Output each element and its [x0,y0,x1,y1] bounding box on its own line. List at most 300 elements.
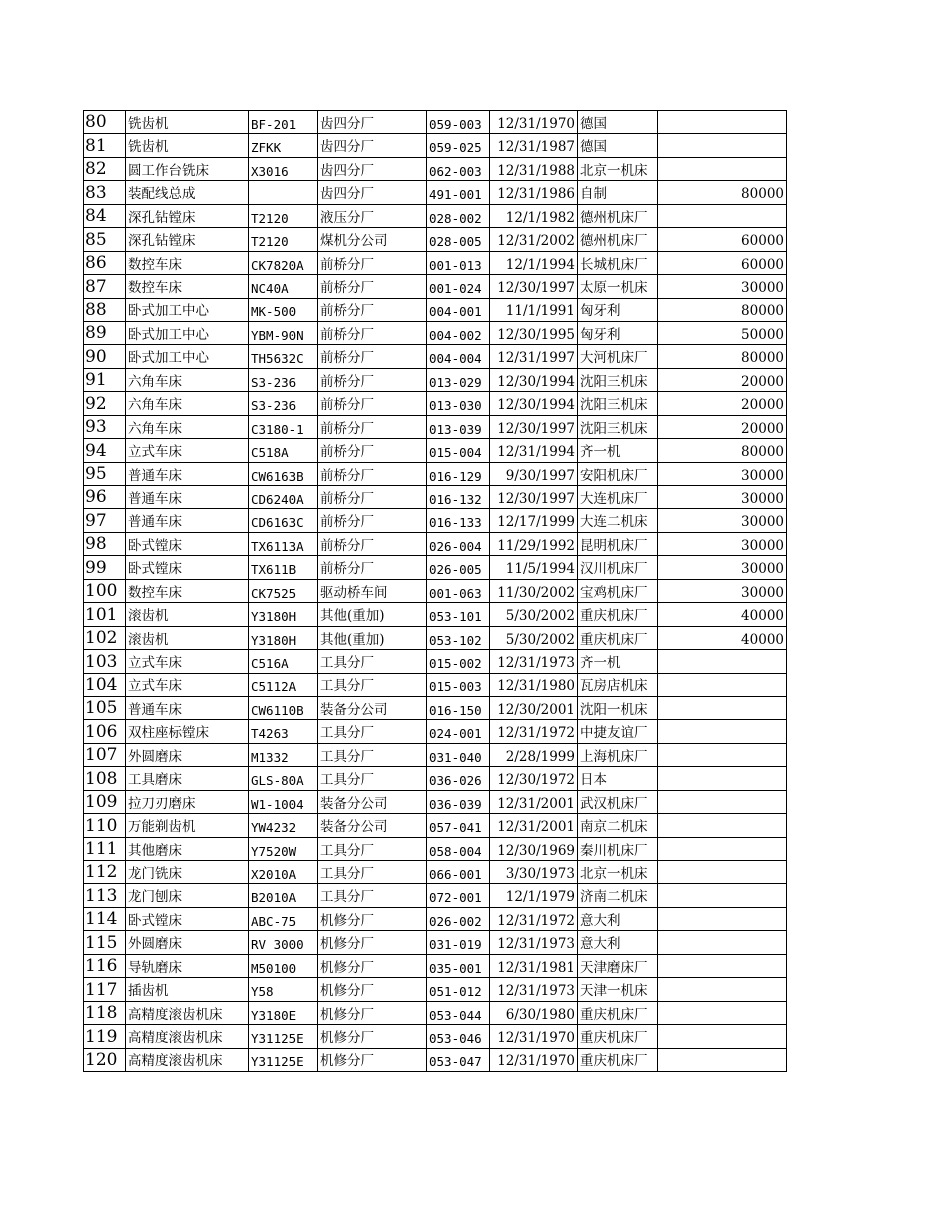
value-cell [658,861,787,884]
department-cell: 工具分厂 [318,720,427,743]
department-cell: 工具分厂 [318,743,427,766]
row-number-cell: 115 [84,931,126,954]
date-cell: 11/5/1994 [490,556,578,579]
value-cell: 30000 [658,579,787,602]
row-number-cell: 81 [84,134,126,157]
table-row [84,181,787,204]
asset-code-cell: 016-132 [427,486,490,509]
model-number-cell: GLS-80A [249,767,318,790]
date-cell: 3/30/1973 [490,861,578,884]
equipment-name-cell: 立式车床 [126,673,249,696]
table-row [84,837,787,860]
date-cell: 12/31/1973 [490,650,578,673]
table-row [84,251,787,274]
table-row [84,509,787,532]
model-number-cell: T2120 [249,204,318,227]
equipment-name-cell: 立式车床 [126,439,249,462]
row-number-cell: 98 [84,532,126,555]
table-row [84,1048,787,1071]
department-cell: 前桥分厂 [318,345,427,368]
asset-code-cell: 031-019 [427,931,490,954]
table-row [84,111,787,134]
table-row [84,415,787,438]
department-cell: 机修分厂 [318,907,427,930]
model-number-cell: MK-500 [249,298,318,321]
row-number-cell: 108 [84,767,126,790]
date-cell: 12/1/1982 [490,204,578,227]
department-cell: 齿四分厂 [318,111,427,134]
date-cell: 12/31/1972 [490,720,578,743]
table-row [84,204,787,227]
asset-code-cell: 026-002 [427,907,490,930]
date-cell: 12/31/1970 [490,1048,578,1071]
model-number-cell: RV 3000 [249,931,318,954]
value-cell: 60000 [658,251,787,274]
row-number-cell: 102 [84,626,126,649]
equipment-name-cell: 卧式镗床 [126,532,249,555]
department-cell: 装备分公司 [318,790,427,813]
asset-code-cell: 053-047 [427,1048,490,1071]
manufacturer-cell: 北京一机床 [578,157,658,180]
manufacturer-cell: 德国 [578,111,658,134]
table-row [84,720,787,743]
asset-code-cell: 015-002 [427,650,490,673]
value-cell [658,157,787,180]
manufacturer-cell: 重庆机床厂 [578,1048,658,1071]
model-number-cell: CW6163B [249,462,318,485]
row-number-cell: 93 [84,415,126,438]
equipment-name-cell: 六角车床 [126,415,249,438]
asset-code-cell: 026-004 [427,532,490,555]
department-cell: 机修分厂 [318,931,427,954]
asset-code-cell: 036-026 [427,767,490,790]
department-cell: 工具分厂 [318,861,427,884]
asset-code-cell: 016-129 [427,462,490,485]
manufacturer-cell: 日本 [578,767,658,790]
row-number-cell: 94 [84,439,126,462]
date-cell: 12/31/2001 [490,814,578,837]
model-number-cell: ZFKK [249,134,318,157]
date-cell: 11/1/1991 [490,298,578,321]
equipment-name-cell: 铣齿机 [126,111,249,134]
row-number-cell: 101 [84,603,126,626]
equipment-name-cell: 龙门铣床 [126,861,249,884]
department-cell: 前桥分厂 [318,556,427,579]
table-row [84,884,787,907]
asset-code-cell: 491-001 [427,181,490,204]
table-row [84,275,787,298]
model-number-cell: YBM-90N [249,321,318,344]
date-cell: 12/1/1979 [490,884,578,907]
value-cell [658,884,787,907]
row-number-cell: 109 [84,790,126,813]
model-number-cell: S3-236 [249,392,318,415]
value-cell: 80000 [658,345,787,368]
value-cell [658,696,787,719]
manufacturer-cell: 长城机床厂 [578,251,658,274]
asset-code-cell: 057-041 [427,814,490,837]
date-cell: 12/30/1995 [490,321,578,344]
date-cell: 12/30/1997 [490,415,578,438]
row-number-cell: 120 [84,1048,126,1071]
table-row [84,861,787,884]
equipment-name-cell: 高精度滚齿机床 [126,1048,249,1071]
department-cell: 前桥分厂 [318,392,427,415]
table-row [84,907,787,930]
manufacturer-cell: 汉川机床厂 [578,556,658,579]
row-number-cell: 103 [84,650,126,673]
model-number-cell: C518A [249,439,318,462]
row-number-cell: 111 [84,837,126,860]
value-cell: 30000 [658,486,787,509]
date-cell: 12/31/2002 [490,228,578,251]
date-cell: 12/30/1997 [490,275,578,298]
table-row [84,603,787,626]
date-cell: 12/1/1994 [490,251,578,274]
manufacturer-cell: 匈牙利 [578,321,658,344]
asset-code-cell: 013-030 [427,392,490,415]
table-row [84,931,787,954]
department-cell: 齿四分厂 [318,134,427,157]
value-cell: 20000 [658,415,787,438]
table-row [84,298,787,321]
manufacturer-cell: 北京一机床 [578,861,658,884]
date-cell: 12/30/1969 [490,837,578,860]
model-number-cell: CW6110B [249,696,318,719]
manufacturer-cell: 德州机床厂 [578,204,658,227]
department-cell: 工具分厂 [318,767,427,790]
asset-code-cell: 059-003 [427,111,490,134]
equipment-name-cell: 卧式加工中心 [126,321,249,344]
asset-code-cell: 035-001 [427,954,490,977]
date-cell: 12/31/1987 [490,134,578,157]
equipment-name-cell: 深孔钻镗床 [126,228,249,251]
value-cell: 30000 [658,275,787,298]
table-row [84,579,787,602]
value-cell: 40000 [658,603,787,626]
model-number-cell: X3016 [249,157,318,180]
model-number-cell: CD6240A [249,486,318,509]
row-number-cell: 104 [84,673,126,696]
date-cell: 5/30/2002 [490,603,578,626]
manufacturer-cell: 重庆机床厂 [578,626,658,649]
value-cell: 80000 [658,181,787,204]
model-number-cell [249,181,318,204]
manufacturer-cell: 齐一机 [578,439,658,462]
model-number-cell: YW4232 [249,814,318,837]
row-number-cell: 107 [84,743,126,766]
asset-code-cell: 013-039 [427,415,490,438]
equipment-name-cell: 万能剃齿机 [126,814,249,837]
row-number-cell: 91 [84,368,126,391]
row-number-cell: 82 [84,157,126,180]
model-number-cell: W1-1004 [249,790,318,813]
row-number-cell: 110 [84,814,126,837]
department-cell: 机修分厂 [318,1025,427,1048]
manufacturer-cell: 济南二机床 [578,884,658,907]
table-row [84,1001,787,1024]
row-number-cell: 97 [84,509,126,532]
row-number-cell: 88 [84,298,126,321]
equipment-name-cell: 龙门刨床 [126,884,249,907]
manufacturer-cell: 武汉机床厂 [578,790,658,813]
table-row [84,321,787,344]
asset-code-cell: 053-102 [427,626,490,649]
model-number-cell: Y7520W [249,837,318,860]
row-number-cell: 114 [84,907,126,930]
model-number-cell: Y3180E [249,1001,318,1024]
department-cell: 液压分厂 [318,204,427,227]
table-row [84,978,787,1001]
asset-code-cell: 059-025 [427,134,490,157]
department-cell: 前桥分厂 [318,251,427,274]
equipment-name-cell: 高精度滚齿机床 [126,1001,249,1024]
date-cell: 12/31/2001 [490,790,578,813]
table-row [84,650,787,673]
model-number-cell: Y31125E [249,1048,318,1071]
row-number-cell: 84 [84,204,126,227]
department-cell: 齿四分厂 [318,157,427,180]
model-number-cell: C5112A [249,673,318,696]
date-cell: 12/31/1973 [490,978,578,1001]
date-cell: 12/31/1981 [490,954,578,977]
manufacturer-cell: 匈牙利 [578,298,658,321]
value-cell [658,907,787,930]
manufacturer-cell: 重庆机床厂 [578,1001,658,1024]
asset-code-cell: 001-024 [427,275,490,298]
value-cell [658,978,787,1001]
asset-code-cell: 004-002 [427,321,490,344]
manufacturer-cell: 天津一机床 [578,978,658,1001]
equipment-table-body [84,111,787,1072]
value-cell [658,111,787,134]
value-cell [658,1001,787,1024]
value-cell [658,720,787,743]
value-cell: 30000 [658,532,787,555]
table-row [84,790,787,813]
table-row [84,462,787,485]
equipment-name-cell: 深孔钻镗床 [126,204,249,227]
date-cell: 12/31/1997 [490,345,578,368]
model-number-cell: TX6113A [249,532,318,555]
asset-code-cell: 016-133 [427,509,490,532]
value-cell [658,673,787,696]
value-cell [658,743,787,766]
date-cell: 12/17/1999 [490,509,578,532]
department-cell: 驱动桥车间 [318,579,427,602]
model-number-cell: C3180-1 [249,415,318,438]
equipment-name-cell: 工具磨床 [126,767,249,790]
department-cell: 前桥分厂 [318,439,427,462]
row-number-cell: 95 [84,462,126,485]
date-cell: 12/31/1988 [490,157,578,180]
table-row [84,368,787,391]
table-row [84,626,787,649]
equipment-name-cell: 普通车床 [126,486,249,509]
model-number-cell: T4263 [249,720,318,743]
equipment-name-cell: 普通车床 [126,509,249,532]
value-cell: 30000 [658,556,787,579]
table-row [84,696,787,719]
department-cell: 工具分厂 [318,884,427,907]
manufacturer-cell: 意大利 [578,931,658,954]
equipment-name-cell: 圆工作台铣床 [126,157,249,180]
value-cell [658,1025,787,1048]
manufacturer-cell: 沈阳三机床 [578,415,658,438]
equipment-name-cell: 导轨磨床 [126,954,249,977]
asset-code-cell: 024-001 [427,720,490,743]
department-cell: 工具分厂 [318,837,427,860]
date-cell: 6/30/1980 [490,1001,578,1024]
department-cell: 装备分公司 [318,814,427,837]
table-row [84,134,787,157]
equipment-name-cell: 外圆磨床 [126,931,249,954]
row-number-cell: 117 [84,978,126,1001]
value-cell: 80000 [658,298,787,321]
date-cell: 12/30/1994 [490,368,578,391]
table-row [84,954,787,977]
manufacturer-cell: 大河机床厂 [578,345,658,368]
model-number-cell: B2010A [249,884,318,907]
value-cell: 50000 [658,321,787,344]
row-number-cell: 85 [84,228,126,251]
model-number-cell: TH5632C [249,345,318,368]
row-number-cell: 105 [84,696,126,719]
row-number-cell: 112 [84,861,126,884]
asset-code-cell: 001-013 [427,251,490,274]
row-number-cell: 96 [84,486,126,509]
table-row [84,767,787,790]
manufacturer-cell: 沈阳一机床 [578,696,658,719]
table-row [84,743,787,766]
department-cell: 装备分公司 [318,696,427,719]
date-cell: 12/31/1973 [490,931,578,954]
row-number-cell: 118 [84,1001,126,1024]
value-cell: 20000 [658,392,787,415]
value-cell [658,790,787,813]
value-cell [658,767,787,790]
row-number-cell: 90 [84,345,126,368]
equipment-name-cell: 卧式镗床 [126,556,249,579]
date-cell: 12/31/1970 [490,1025,578,1048]
model-number-cell: Y31125E [249,1025,318,1048]
equipment-name-cell: 滚齿机 [126,626,249,649]
asset-code-cell: 053-101 [427,603,490,626]
equipment-name-cell: 立式车床 [126,650,249,673]
table-row [84,532,787,555]
model-number-cell: S3-236 [249,368,318,391]
model-number-cell: X2010A [249,861,318,884]
manufacturer-cell: 中捷友谊厂 [578,720,658,743]
date-cell: 12/30/2001 [490,696,578,719]
department-cell: 前桥分厂 [318,368,427,391]
equipment-name-cell: 普通车床 [126,696,249,719]
manufacturer-cell: 大连机床厂 [578,486,658,509]
table-row [84,345,787,368]
equipment-name-cell: 数控车床 [126,579,249,602]
equipment-name-cell: 装配线总成 [126,181,249,204]
manufacturer-cell: 重庆机床厂 [578,1025,658,1048]
model-number-cell: CD6163C [249,509,318,532]
manufacturer-cell: 意大利 [578,907,658,930]
department-cell: 机修分厂 [318,954,427,977]
row-number-cell: 80 [84,111,126,134]
manufacturer-cell: 昆明机床厂 [578,532,658,555]
value-cell [658,204,787,227]
row-number-cell: 87 [84,275,126,298]
department-cell: 前桥分厂 [318,321,427,344]
row-number-cell: 119 [84,1025,126,1048]
manufacturer-cell: 上海机床厂 [578,743,658,766]
value-cell: 20000 [658,368,787,391]
department-cell: 工具分厂 [318,650,427,673]
value-cell [658,954,787,977]
table-row [84,439,787,462]
model-number-cell: ABC-75 [249,907,318,930]
asset-code-cell: 072-001 [427,884,490,907]
equipment-name-cell: 外圆磨床 [126,743,249,766]
department-cell: 前桥分厂 [318,509,427,532]
row-number-cell: 89 [84,321,126,344]
date-cell: 12/31/1994 [490,439,578,462]
asset-code-cell: 053-044 [427,1001,490,1024]
asset-code-cell: 013-029 [427,368,490,391]
manufacturer-cell: 瓦房店机床 [578,673,658,696]
date-cell: 12/31/1970 [490,111,578,134]
model-number-cell: M50100 [249,954,318,977]
model-number-cell: TX611B [249,556,318,579]
row-number-cell: 106 [84,720,126,743]
model-number-cell: T2120 [249,228,318,251]
value-cell [658,837,787,860]
asset-code-cell: 051-012 [427,978,490,1001]
model-number-cell: NC40A [249,275,318,298]
date-cell: 11/30/2002 [490,579,578,602]
asset-code-cell: 028-005 [427,228,490,251]
department-cell: 前桥分厂 [318,415,427,438]
model-number-cell: M1332 [249,743,318,766]
table-row [84,228,787,251]
asset-code-cell: 015-004 [427,439,490,462]
manufacturer-cell: 沈阳三机床 [578,392,658,415]
department-cell: 工具分厂 [318,673,427,696]
manufacturer-cell: 南京二机床 [578,814,658,837]
equipment-name-cell: 插齿机 [126,978,249,1001]
asset-code-cell: 004-001 [427,298,490,321]
equipment-name-cell: 高精度滚齿机床 [126,1025,249,1048]
date-cell: 5/30/2002 [490,626,578,649]
date-cell: 9/30/1997 [490,462,578,485]
manufacturer-cell: 大连二机床 [578,509,658,532]
date-cell: 11/29/1992 [490,532,578,555]
equipment-name-cell: 普通车床 [126,462,249,485]
date-cell: 12/31/1972 [490,907,578,930]
manufacturer-cell: 重庆机床厂 [578,603,658,626]
department-cell: 其他(重加) [318,603,427,626]
table-row [84,157,787,180]
table-row [84,392,787,415]
model-number-cell: Y3180H [249,603,318,626]
row-number-cell: 113 [84,884,126,907]
equipment-name-cell: 铣齿机 [126,134,249,157]
asset-code-cell: 026-005 [427,556,490,579]
asset-code-cell: 028-002 [427,204,490,227]
value-cell [658,931,787,954]
value-cell: 80000 [658,439,787,462]
asset-code-cell: 036-039 [427,790,490,813]
manufacturer-cell: 德国 [578,134,658,157]
manufacturer-cell: 太原一机床 [578,275,658,298]
